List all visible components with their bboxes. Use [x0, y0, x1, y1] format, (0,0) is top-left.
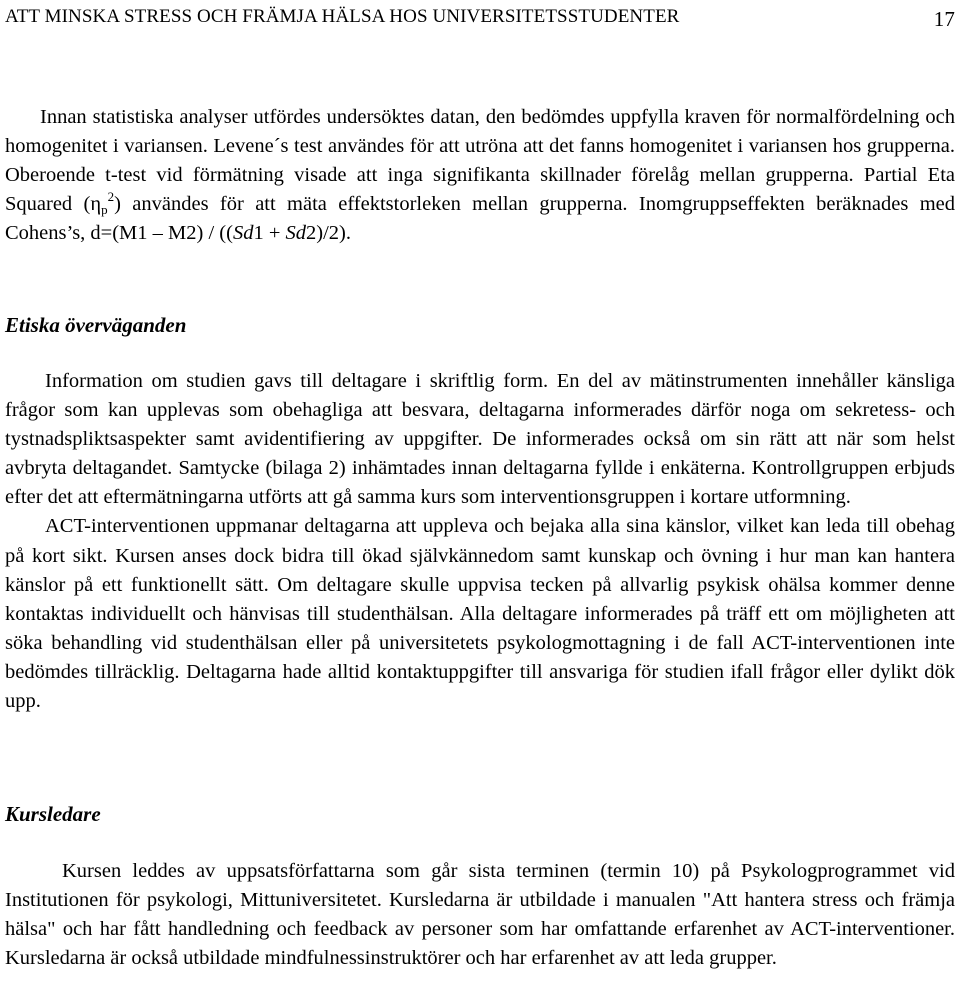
ethics-text-2: ACT-interventionen uppmanar deltagarna att uppleva och bejaka alla sina känslor, vilket kan leda till obehag på kort sikt. Kursen anses dock bidra till ökad självkännedom samt kunskap och övning i hur man kan hantera känslor på ett funktionellt sätt. Om deltagare skulle uppvisa tecken på allvarlig psykisk ohälsa kommer denne kontaktas individuellt och hänvisas till studenthälsan. Alla deltagare informerades på träff ett om möjligheten att söka behandling vid studenthälsan eller på universitetets psykologmottagning i de fall ACT-interventionen inte bedömdes tillräcklig. Deltagarna hade alltid kontaktuppgifter till ansvariga för studien ifall frågor eller dylikt dök upp. — [5, 515, 955, 713]
ethics-text-1: Information om studien gavs till deltagare i skriftlig form. En del av mätinstrumenten innehåller känsliga frågor som kan upplevas som obehagliga att besvara, deltagarna informerades därför noga om sekretess- och tystnadspliktsaspekter samt avidentifiering av uppgifter. De informerades också om sin rätt att när som helst avbryta deltagandet. Samtycke (bilaga 2) inhämtades innan deltagarna fyllde i enkäterna. Kontrollgruppen erbjuds efter det att eftermätningarna utförts att gå samma kurs som interventionsgruppen i kortare utformning. — [5, 370, 955, 509]
sd2-symbol: Sd — [285, 222, 307, 245]
statistics-text-part3: 2)/2). — [306, 222, 351, 245]
page-number: 17 — [933, 7, 955, 31]
sd1-symbol: Sd — [232, 222, 254, 245]
sd1-number: 1 + — [253, 222, 286, 245]
statistics-text-part2: ) användes för att mäta effektstorleken mellan grupperna. Inomgruppseffekten beräknades med Cohens’s, d=(M1 – M2) / (( — [5, 193, 955, 245]
eta-symbol: η — [90, 193, 102, 216]
ethics-paragraph — [5, 367, 955, 716]
running-header — [5, 6, 955, 32]
course-leaders-paragraph: Kursen leddes av uppsatsförfattarna som går sista terminen (termin 10) på Psykologprogrammet vid Institutionen för psykologi, Mittuniversitetet. Kursledarna är utbildade i manualen "Att hantera stress och främja hälsa" och har fått handledning och feedback av personer som har omfattande erfarenhet av ACT-interventioner. Kursledarna är också utbildade mindfulnessinstruktörer och har erfarenhet av att leda grupper. — [5, 860, 955, 970]
eta-subscript: p — [101, 202, 108, 218]
section-heading-course-leaders: Kursledare — [5, 802, 101, 826]
eta-superscript: 2 — [107, 189, 115, 205]
statistics-paragraph — [5, 103, 955, 248]
statistics-text-part1: Innan statistiska analyser utfördes undersöktes datan, den bedömdes uppfylla kraven för normalfördelning och homogenitet i variansen. Levene´s test användes för att utröna att det fanns homogenitet i variansen hos grupperna. Oberoende t-test vid förmätning visade att inga signifikanta skillnader förelåg mellan grupperna. Partial Eta Squared ( — [5, 106, 955, 216]
section-heading-ethics: Etiska överväganden — [5, 313, 187, 337]
header-title: ATT MINSKA STRESS OCH FRÄMJA HÄLSA HOS UNIVERSITETSSTUDENTER — [5, 6, 680, 27]
